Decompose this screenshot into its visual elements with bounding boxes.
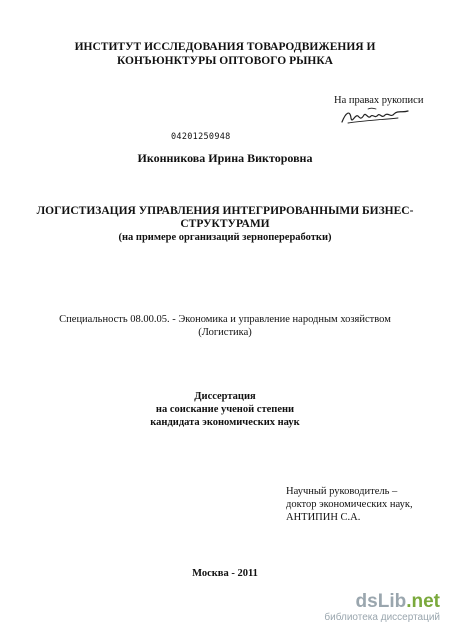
manuscript-rights-note: На правах рукописи: [334, 95, 424, 106]
supervisor-label: Научный руководитель –: [286, 486, 398, 497]
watermark-brand: dsLib: [355, 591, 407, 612]
degree-name: кандидата экономических наук: [150, 417, 300, 428]
thesis-title-line-2: СТРУКТУРАМИ: [180, 218, 270, 230]
city-and-year: Москва - 2011: [192, 568, 258, 579]
degree-purpose: на соискание ученой степени: [155, 404, 295, 415]
institute-name-line-1: ИНСТИТУТ ИССЛЕДОВАНИЯ ТОВАРОДВИЖЕНИЯ И: [74, 41, 376, 53]
watermark-tagline: библиотека диссертаций: [324, 612, 440, 623]
dissertation-label: Диссертация: [194, 391, 256, 402]
institute-name-line-2: КОНЪЮНКТУРЫ ОПТОВОГО РЫНКА: [116, 55, 333, 67]
archive-number: 04201250948: [171, 132, 231, 142]
thesis-subtitle: (на примере организаций зернопереработки): [118, 232, 332, 243]
author-name: Иконникова Ирина Викторовна: [137, 151, 313, 165]
specialty-code: Специальность 08.00.05. - Экономика и управление народным хозяйством: [59, 314, 391, 325]
specialty-field: (Логистика): [198, 327, 252, 338]
handwritten-signature: [338, 104, 418, 128]
dslib-watermark: [292, 592, 440, 623]
supervisor-name: АНТИПИН С.А.: [286, 512, 361, 523]
watermark-logo: [292, 592, 440, 611]
watermark-domain: .net: [406, 591, 440, 612]
thesis-title-line-1: ЛОГИСТИЗАЦИЯ УПРАВЛЕНИЯ ИНТЕГРИРОВАННЫМИ БИЗНЕС-: [36, 205, 414, 217]
supervisor-degree: доктор экономических наук,: [286, 499, 413, 510]
